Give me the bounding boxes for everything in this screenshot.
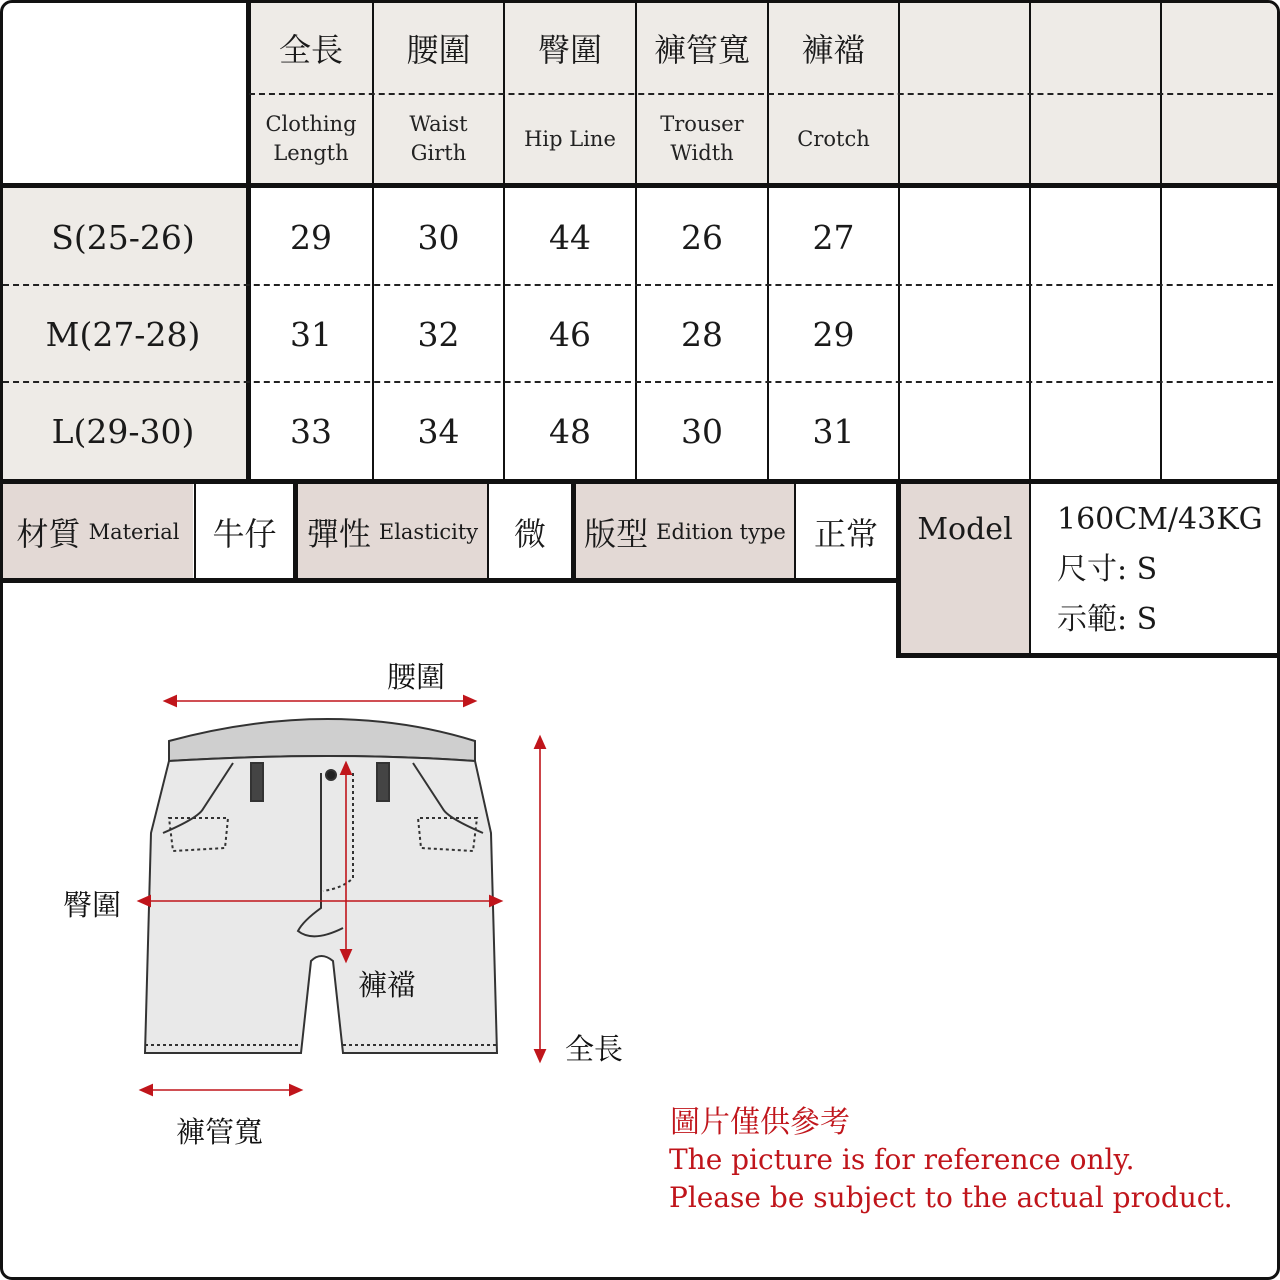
grid-line [1160, 3, 1162, 481]
cell-l-trouser-width: 30 [681, 412, 723, 451]
notice-en-line2: Please be subject to the actual product. [669, 1181, 1233, 1214]
diagram-label-hip: 臀圍 [63, 888, 122, 922]
grid-line [503, 3, 505, 481]
cell-l-length: 33 [290, 412, 332, 451]
cell-m-crotch: 29 [812, 315, 855, 354]
elasticity-label-zh: 彈性 [306, 514, 371, 553]
shorts-illustration [145, 719, 497, 1053]
notice-zh: 圖片僅供參考 [670, 1105, 850, 1140]
header-dashed-divider [249, 93, 1280, 95]
info-divider [194, 484, 196, 580]
col-header-en-trouser-width: Trouser Width [660, 112, 744, 165]
cell-m-trouser-width: 28 [681, 315, 723, 354]
col-header-en-length: Clothing Length [265, 112, 357, 165]
header-bottom-border [3, 183, 1280, 188]
col-header-zh-trouser-width: 褲管寬 [653, 31, 750, 69]
info-divider [293, 484, 298, 580]
grid-line [372, 3, 374, 481]
model-height-weight: 160CM/43KG [1057, 502, 1263, 537]
edition-label-zh: 版型 [584, 514, 649, 553]
cell-s-crotch: 27 [812, 218, 855, 257]
col-header-en-waist: Waist Girth [409, 112, 468, 165]
cell-s-length: 29 [290, 218, 332, 257]
size-label-s: S(25-26) [51, 218, 195, 257]
material-label-zh: 材質 [16, 514, 81, 553]
row-dashed-divider [3, 381, 1280, 383]
model-demo-value: S [1136, 602, 1158, 637]
cell-l-hip: 48 [549, 412, 591, 451]
model-bottom-border [896, 653, 1280, 658]
cell-m-hip: 46 [549, 315, 591, 354]
col-header-zh-waist: 腰圍 [406, 31, 471, 69]
cell-l-crotch: 31 [812, 412, 855, 451]
col-header-en-hip: Hip Line [524, 126, 616, 151]
model-demo-line [1057, 595, 1280, 645]
edition-label-en: Edition type [656, 519, 786, 544]
col-header-zh-hip: 臀圍 [537, 31, 602, 69]
col-header-zh-crotch: 褲襠 [801, 31, 866, 69]
diagram-label-crotch: 褲襠 [358, 968, 417, 1002]
notice-en-line1: The picture is for reference only. [669, 1143, 1135, 1176]
cell-m-waist: 32 [417, 315, 460, 354]
model-details [1057, 495, 1280, 651]
elasticity-label-en: Elasticity [378, 519, 479, 544]
edition-label-cell [576, 484, 794, 579]
info-divider [571, 484, 576, 580]
grid-line [1029, 3, 1031, 481]
col-header-zh-length: 全長 [278, 31, 343, 69]
model-divider [1029, 484, 1031, 655]
model-label: Model [901, 484, 1029, 654]
cell-m-length: 31 [290, 315, 332, 354]
cell-l-waist: 34 [417, 412, 460, 451]
diagram-label-length: 全長 [565, 1032, 624, 1066]
info-divider [487, 484, 489, 580]
model-size-line [1057, 545, 1280, 595]
model-size-value: S [1136, 552, 1158, 587]
material-label-cell [3, 484, 193, 579]
grid-line [898, 3, 900, 481]
model-demo-label: 示範: [1057, 602, 1128, 637]
grid-line [635, 3, 637, 481]
size-label-m: M(27-28) [45, 315, 201, 354]
cell-s-trouser-width: 26 [681, 218, 723, 257]
material-label-en: Material [88, 519, 180, 544]
info-divider [794, 484, 796, 580]
col-header-en-crotch: Crotch [797, 126, 870, 151]
diagram-label-waist: 腰圍 [387, 660, 446, 694]
edition-value: 正常 [813, 514, 878, 553]
elasticity-value: 微 [513, 514, 546, 553]
grid-divider [246, 3, 251, 481]
elasticity-label-cell [298, 484, 487, 579]
cell-s-hip: 44 [549, 218, 591, 257]
row-dashed-divider [3, 284, 1280, 286]
diagram-label-leg-width: 褲管寬 [176, 1115, 264, 1149]
cell-s-waist: 30 [417, 218, 460, 257]
model-size-label: 尺寸: [1057, 552, 1128, 587]
size-label-l: L(29-30) [51, 412, 195, 451]
material-value: 牛仔 [212, 514, 277, 553]
grid-line [767, 3, 769, 481]
